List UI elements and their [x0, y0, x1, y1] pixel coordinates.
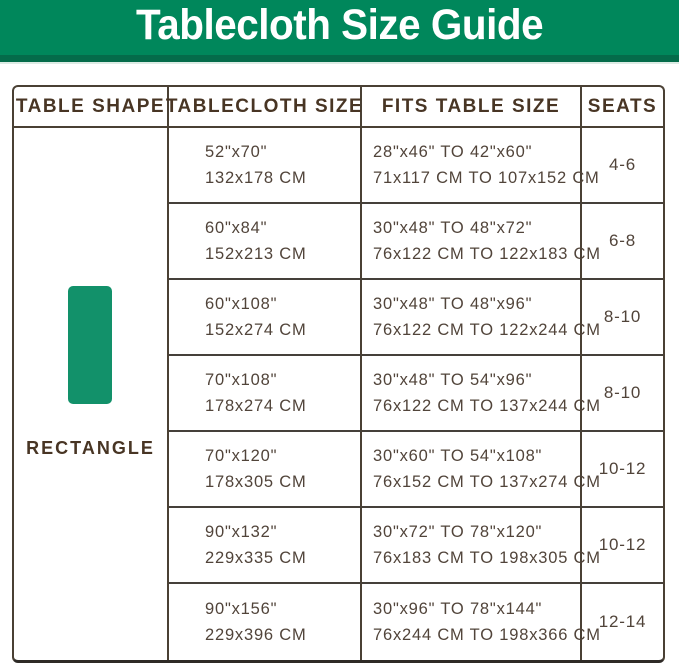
tablecloth-size-inches: 90"x132" — [205, 523, 278, 541]
tablecloth-size-cell — [169, 280, 362, 356]
tablecloth-size-inches: 60"x108" — [205, 295, 278, 313]
tablecloth-size-inches: 52"x70" — [205, 143, 268, 161]
tablecloth-size-inches: 60"x84" — [205, 219, 268, 237]
seats-value: 8-10 — [603, 383, 642, 402]
fits-table-size-inches: 30"x48" TO 54"x96" — [373, 371, 533, 389]
tablecloth-size-cm: 152x274 CM — [205, 321, 307, 339]
tablecloth-size-inches: 90"x156" — [205, 600, 278, 618]
tablecloth-size-cell — [169, 508, 362, 584]
seats-value: 10-12 — [598, 535, 647, 554]
fits-table-size-cell — [362, 584, 601, 660]
seats-cell — [582, 508, 663, 584]
tablecloth-size-cell — [169, 128, 362, 204]
fits-table-size-inches: 30"x96" TO 78"x144" — [373, 600, 543, 618]
seats-value: 10-12 — [598, 459, 647, 478]
fits-table-size-cm: 76x122 CM TO 122x244 CM — [373, 321, 601, 339]
fits-table-size-cm: 76x183 CM TO 198x305 CM — [373, 549, 601, 567]
size-guide-table — [12, 85, 665, 663]
seats-value: 6-8 — [609, 231, 636, 250]
fits-table-size-inches: 30"x72" TO 78"x120" — [373, 523, 543, 541]
seats-cell — [582, 584, 663, 660]
fits-table-size-inches: 30"x60" TO 54"x108" — [373, 447, 543, 465]
fits-table-size-cm: 76x122 CM TO 122x183 CM — [373, 245, 601, 263]
fits-table-size-cm: 76x152 CM TO 137x274 CM — [373, 473, 601, 491]
tablecloth-size-inches: 70"x120" — [205, 447, 278, 465]
fits-table-size-inches: 30"x48" TO 48"x72" — [373, 219, 533, 237]
tablecloth-size-cm: 229x335 CM — [205, 549, 307, 567]
tablecloth-size-cell — [169, 356, 362, 432]
seats-cell — [582, 128, 663, 204]
tablecloth-size-cm: 178x305 CM — [205, 473, 307, 491]
rectangle-shape-icon — [68, 286, 112, 404]
shape-group — [26, 286, 155, 459]
fits-table-size-inches: 30"x48" TO 48"x96" — [373, 295, 533, 313]
fits-table-size-cell — [362, 280, 601, 356]
page-title: Tablecloth Size Guide — [135, 1, 544, 49]
tablecloth-size-cm: 229x396 CM — [205, 626, 307, 644]
tablecloth-size-cm: 132x178 CM — [205, 169, 307, 187]
fits-table-size-cm: 71x117 CM TO 107x152 CM — [373, 169, 600, 187]
fits-table-size-cell — [362, 508, 601, 584]
column-header-fits-table-size: FITS TABLE SIZE — [362, 87, 582, 128]
column-header-tablecloth-size: TABLECLOTH SIZE — [169, 87, 362, 128]
tablecloth-size-cell — [169, 204, 362, 280]
seats-cell — [582, 432, 663, 508]
fits-table-size-cell — [362, 432, 601, 508]
tablecloth-size-cm: 152x213 CM — [205, 245, 307, 263]
table-shape-cell — [14, 128, 169, 660]
seats-value: 8-10 — [603, 307, 642, 326]
tablecloth-size-cell — [169, 432, 362, 508]
seats-cell — [582, 356, 663, 432]
seats-cell — [582, 204, 663, 280]
tablecloth-size-cm: 178x274 CM — [205, 397, 307, 415]
tablecloth-size-inches: 70"x108" — [205, 371, 278, 389]
fits-table-size-cm: 76x244 CM TO 198x366 CM — [373, 626, 601, 644]
fits-table-size-cell — [362, 356, 601, 432]
fits-table-size-inches: 28"x46" TO 42"x60" — [373, 143, 533, 161]
fits-table-size-cell — [362, 128, 600, 204]
column-header-table-shape: TABLE SHAPE — [14, 87, 169, 128]
tablecloth-size-cell — [169, 584, 362, 660]
seats-value: 12-14 — [598, 612, 647, 631]
column-header-seats: SEATS — [582, 87, 663, 128]
seats-cell — [582, 280, 663, 356]
title-banner — [0, 0, 679, 62]
seats-value: 4-6 — [609, 155, 636, 174]
fits-table-size-cell — [362, 204, 601, 280]
shape-label: RECTANGLE — [26, 437, 155, 458]
fits-table-size-cm: 76x122 CM TO 137x244 CM — [373, 397, 601, 415]
